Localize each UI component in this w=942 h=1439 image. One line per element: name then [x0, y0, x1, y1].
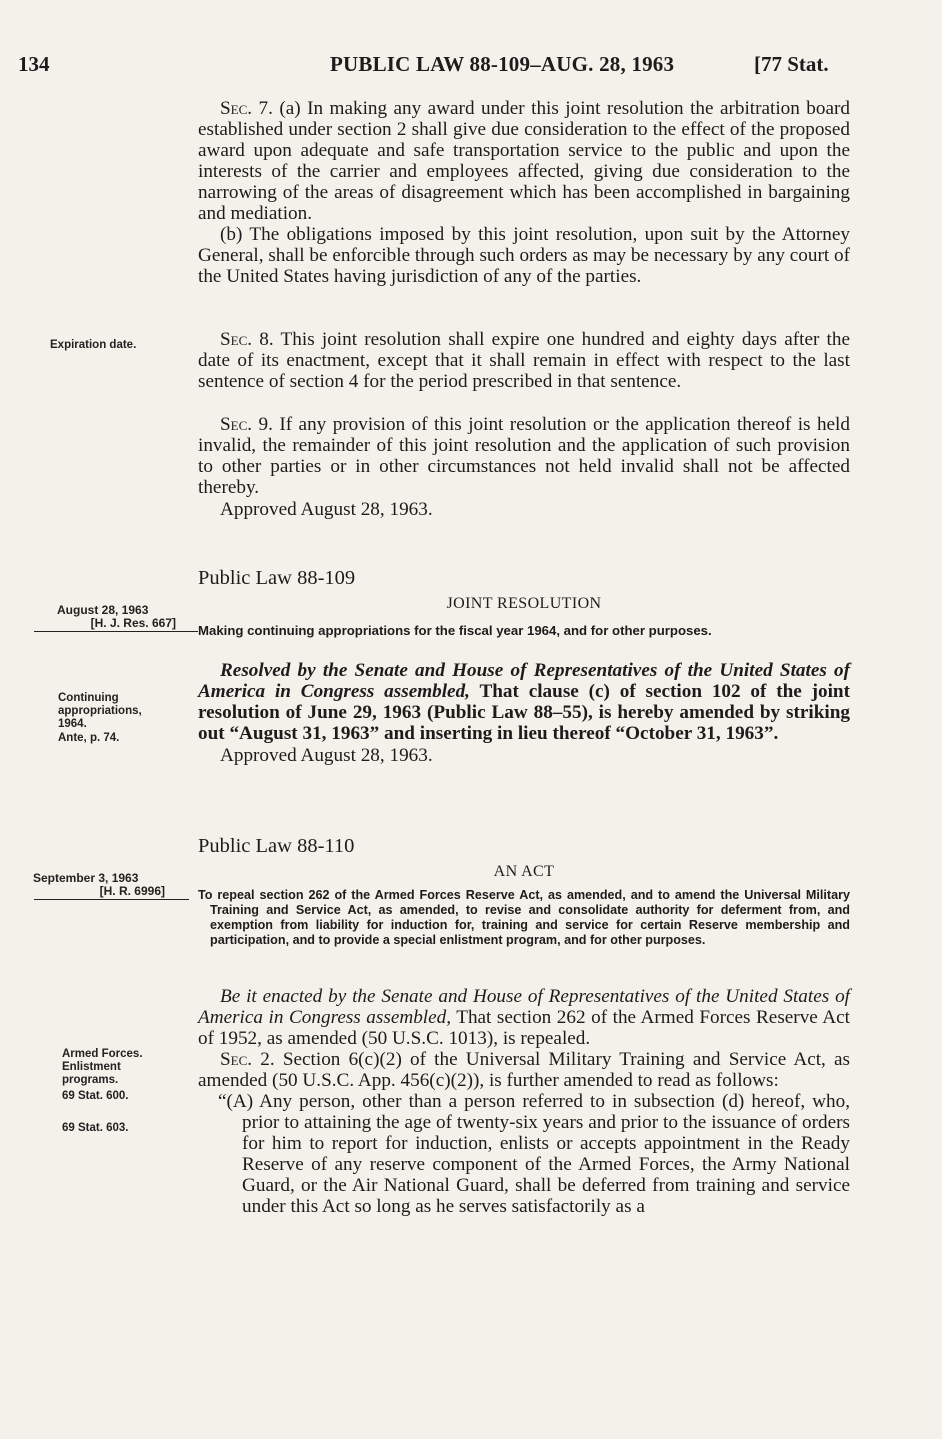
enacting-clause: Resolved by the Senate and House of Representatives of the United States of America in Congress assembled,	[198, 660, 850, 702]
margin-note-date-109: August 28, 1963	[57, 603, 149, 617]
approval-line: Approved August 28, 1963.	[220, 745, 433, 766]
margin-note-stat-603: 69 Stat. 603.	[62, 1122, 129, 1134]
statute-volume: [77 Stat.	[754, 52, 829, 76]
margin-note-date-110: September 3, 1963	[33, 871, 139, 885]
margin-note-continuing: Continuing appropriations, 1964.	[58, 692, 142, 730]
margin-note-bill-110: [H. R. 6996]	[34, 885, 189, 900]
public-law-110-type: AN ACT	[493, 863, 555, 880]
section-label: Sec. 7.	[220, 98, 273, 119]
public-law-110-summary: To repeal section 262 of the Armed Forces Reserve Act, as amended, and to amend the Universal Military Training and Service Act, as amended, to revise and consolidate authority for deferment from, and exemption from liability for induction for, training and service for certain Reserve membership and participation, and to provide a special enlistment program, and for other purposes.	[198, 888, 850, 947]
section-label: Sec. 9.	[220, 414, 273, 435]
margin-note-ante: Ante, p. 74.	[58, 732, 120, 744]
section-7b: (b) The obligations imposed by this joint resolution, upon suit by the Attorney General, shall be enforcible through such orders as may be necessary by any court of the United States having jurisdiction of any of the parties.	[198, 224, 850, 287]
margin-note-bill-109: [H. J. Res. 667]	[34, 617, 198, 632]
public-law-109-type: JOINT RESOLUTION	[446, 595, 602, 612]
public-law-110-title: Public Law 88-110	[198, 835, 355, 857]
section-7a: Sec. 7. (a) In making any award under this joint resolution the arbitration board established under section 2 shall give due consideration to the effect of the proposed award upon adequate and safe transportation service to the public and upon the interests of the carrier and employees affected, giving due consideration to the narrowing of the areas of disagreement which has been accomplished in bargaining and mediation.	[198, 98, 850, 224]
public-law-109-title: Public Law 88-109	[198, 567, 356, 589]
public-law-109-text: Resolved by the Senate and House of Representatives of the United States of America in Congress assembled, That clause (c) of section 102 of the joint resolution of June 29, 1963 (Public Law 88–55), is hereby amended by striking out “August 31, 1963” and inserting in lieu thereof “October 31, 1963”. Approved August 28, 1963.	[198, 660, 850, 766]
section-label: Sec. 8.	[220, 329, 274, 350]
section-8: Sec. 8. This joint resolution shall expire one hundred and eighty days after the date of its enactment, except that it shall remain in effect with respect to the last sentence of section 4 for the period prescribed in that sentence.	[198, 329, 850, 392]
public-law-109-summary: Making continuing appropriations for the fiscal year 1964, and for other purposes.	[198, 623, 712, 638]
enacting-clause: Be it enacted by the Senate and House of Representatives of the United States of America in Congress assembled,	[198, 986, 850, 1028]
margin-note-armed-forces: Armed Forces. Enlistment programs.	[62, 1048, 143, 1086]
amended-text: “(A) Any person, other than a person referred to in subsection (d) hereof, who, prior to attaining the age of twenty-six years and prior to the issuance of orders for him to report for induction, enlists or accepts appointment in the Ready Reserve of any reserve component of the Armed Forces, the Army National Guard, or the Air National Guard, shall be deferred from training and service under this Act so long as he serves satisfactorily as a	[218, 1091, 850, 1217]
section-label: Sec. 2.	[220, 1049, 275, 1070]
public-law-110-text: Be it enacted by the Senate and House of Representatives of the United States of America in Congress assembled, That section 262 of the Armed Forces Reserve Act of 1952, as amended (50 U.S.C. 1013), is repealed. Sec. 2. Section 6(c)(2) of the Universal Military Training and Service Act, as amended (50 U.S.C. App. 456(c)(2)), is further amended to read as follows: “(A) Any person, other than a person referred to in subsection (d) hereof, who, prior to attaining the age of twenty-six years and prior to the issuance of orders for him to report for induction, enlists or accepts appointment in the Ready Reserve of any reserve component of the Armed Forces, the Army National Guard, or the Air National Guard, shall be deferred from training and service under this Act so long as he serves satisfactorily as a	[198, 986, 851, 1217]
section-9: Sec. 9. If any provision of this joint resolution or the application thereof is held invalid, the remainder of this joint resolution and the application of such provision to other parties or in other circumstances not held invalid shall not be affected thereby.	[198, 414, 850, 498]
page-number: 134	[18, 52, 50, 76]
approval-line: Approved August 28, 1963.	[220, 499, 433, 520]
margin-note-expiration: Expiration date.	[50, 339, 137, 351]
margin-note-stat-600: 69 Stat. 600.	[62, 1090, 129, 1102]
running-title: PUBLIC LAW 88-109–AUG. 28, 1963	[330, 52, 675, 76]
section-7	[198, 98, 850, 287]
